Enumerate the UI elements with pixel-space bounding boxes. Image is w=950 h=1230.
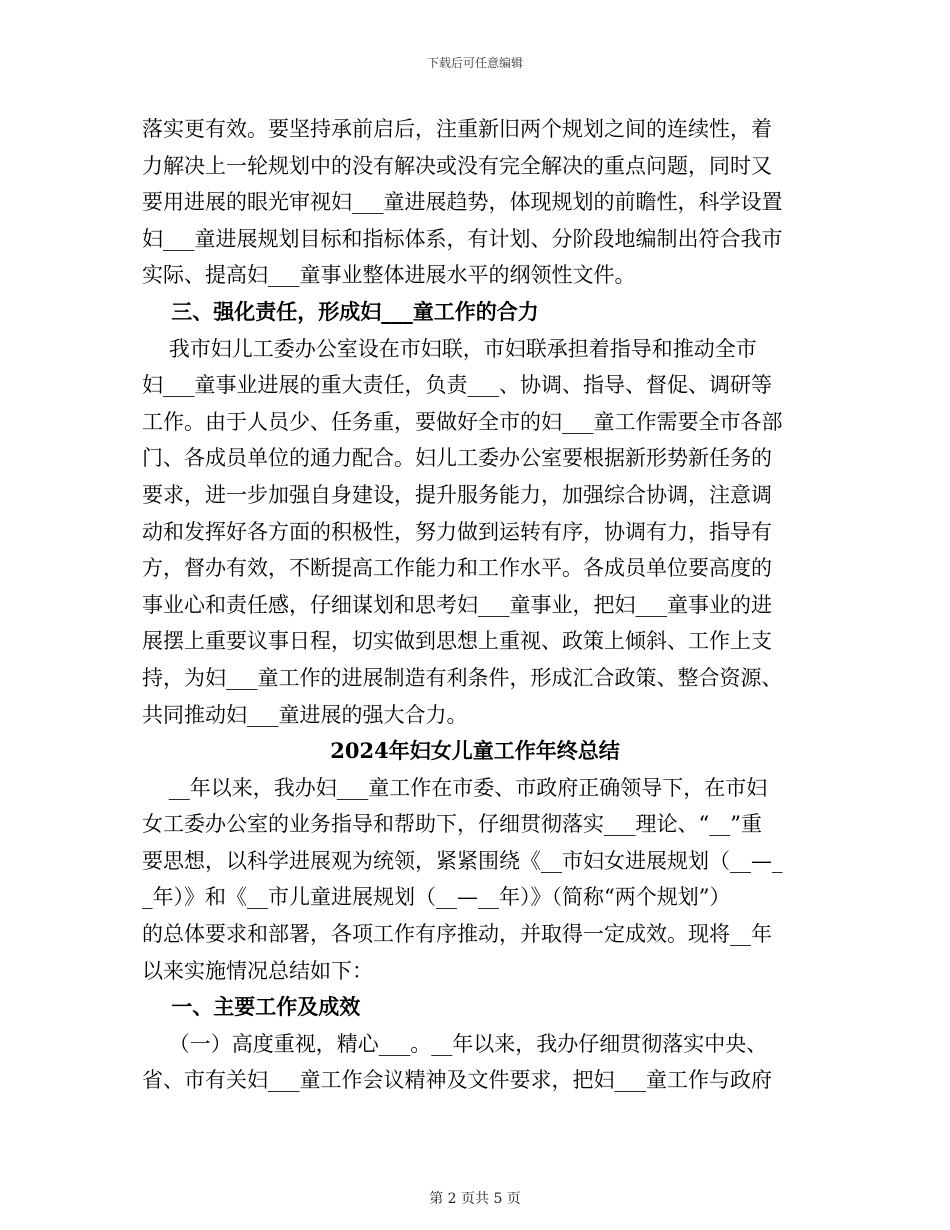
text-line: 展摆上重要议事日程，切实做到思想上重视、政策上倾斜、工作上支 — [142, 629, 772, 654]
text-line: 妇___童事业进展的重大责任，负责___、协调、指导、督促、调研等 — [142, 373, 772, 398]
page-header: 下载后可任意编辑 — [426, 56, 523, 70]
text-line: 实际、提高妇___童事业整体进展水平的纲领性文件。 — [142, 263, 636, 288]
section-heading: 一、主要工作及成效 — [142, 994, 361, 1020]
section-heading: 三、强化责任，形成妇___童工作的合力 — [142, 298, 539, 324]
page-footer: 第 2 页共 5 页 — [429, 1191, 521, 1207]
text-line: 要求，进一步加强自身建设，提升服务能力，加强综合协调，注意调 — [142, 482, 772, 507]
text-line: （一）高度重视，精心___。__年以来，我办仔细贯彻落实中央、 — [142, 1031, 768, 1056]
text-line: 力解决上一轮规划中的没有解决或没有完全解决的重点问题，同时又 — [142, 153, 772, 178]
text-line: 省、市有关妇___童工作会议精神及文件要求，把妇___童工作与政府 — [142, 1068, 772, 1093]
text-line: 落实更有效。要坚持承前启后，注重新旧两个规划之间的连续性，着 — [142, 117, 772, 141]
text-line: 妇___童进展规划目标和指标体系，有计划、分阶段地编制出符合我市 — [142, 226, 783, 251]
text-line: _年）》和《__市儿童进展规划（__—__年）》（简称“两个规划”） — [142, 885, 731, 910]
text-line: 事业心和责任感，仔细谋划和思考妇___童事业，把妇___童事业的进 — [142, 592, 772, 617]
text-line: 工作。由于人员少、任务重，要做好全市的妇___童工作需要全市各部 — [142, 409, 783, 434]
text-line: 我市妇儿工委办公室设在市妇联，市妇联承担着指导和推动全市 — [142, 336, 757, 361]
text-line: 女工委办公室的业务指导和帮助下，仔细贯彻落实___理论、“__”重 — [142, 812, 762, 837]
text-line: 以来实施情况总结如下： — [142, 958, 373, 983]
document-body — [142, 111, 808, 1099]
text-line: __年以来，我办妇___童工作在市委、市政府正确领导下，在市妇 — [142, 775, 768, 800]
text-line: 持，为妇___童工作的进展制造有利条件，形成汇合政策、整合资源、 — [142, 665, 783, 690]
text-line: 动和发挥好各方面的积极性，努力做到运转有序，协调有力，指导有 — [142, 519, 772, 544]
text-line: 要思想，以科学进展观为统领，紧紧围绕《__市妇女进展规划（__—_ — [142, 848, 783, 873]
text-line: 的总体要求和部署，各项工作有序推动，并取得一定成效。现将__年 — [142, 922, 772, 947]
text-line: 共同推动妇___童进展的强大合力。 — [142, 702, 468, 727]
document-title: 2024年妇女儿童工作年终总结 — [330, 738, 620, 764]
text-line: 门、各成员单位的通力配合。妇儿工委办公室要根据新形势新任务的 — [142, 446, 772, 471]
text-line: 方，督办有效，不断提高工作能力和工作水平。各成员单位要高度的 — [142, 556, 772, 581]
text-line: 要用进展的眼光审视妇___童进展趋势，体现规划的前瞻性，科学设置 — [142, 190, 783, 215]
